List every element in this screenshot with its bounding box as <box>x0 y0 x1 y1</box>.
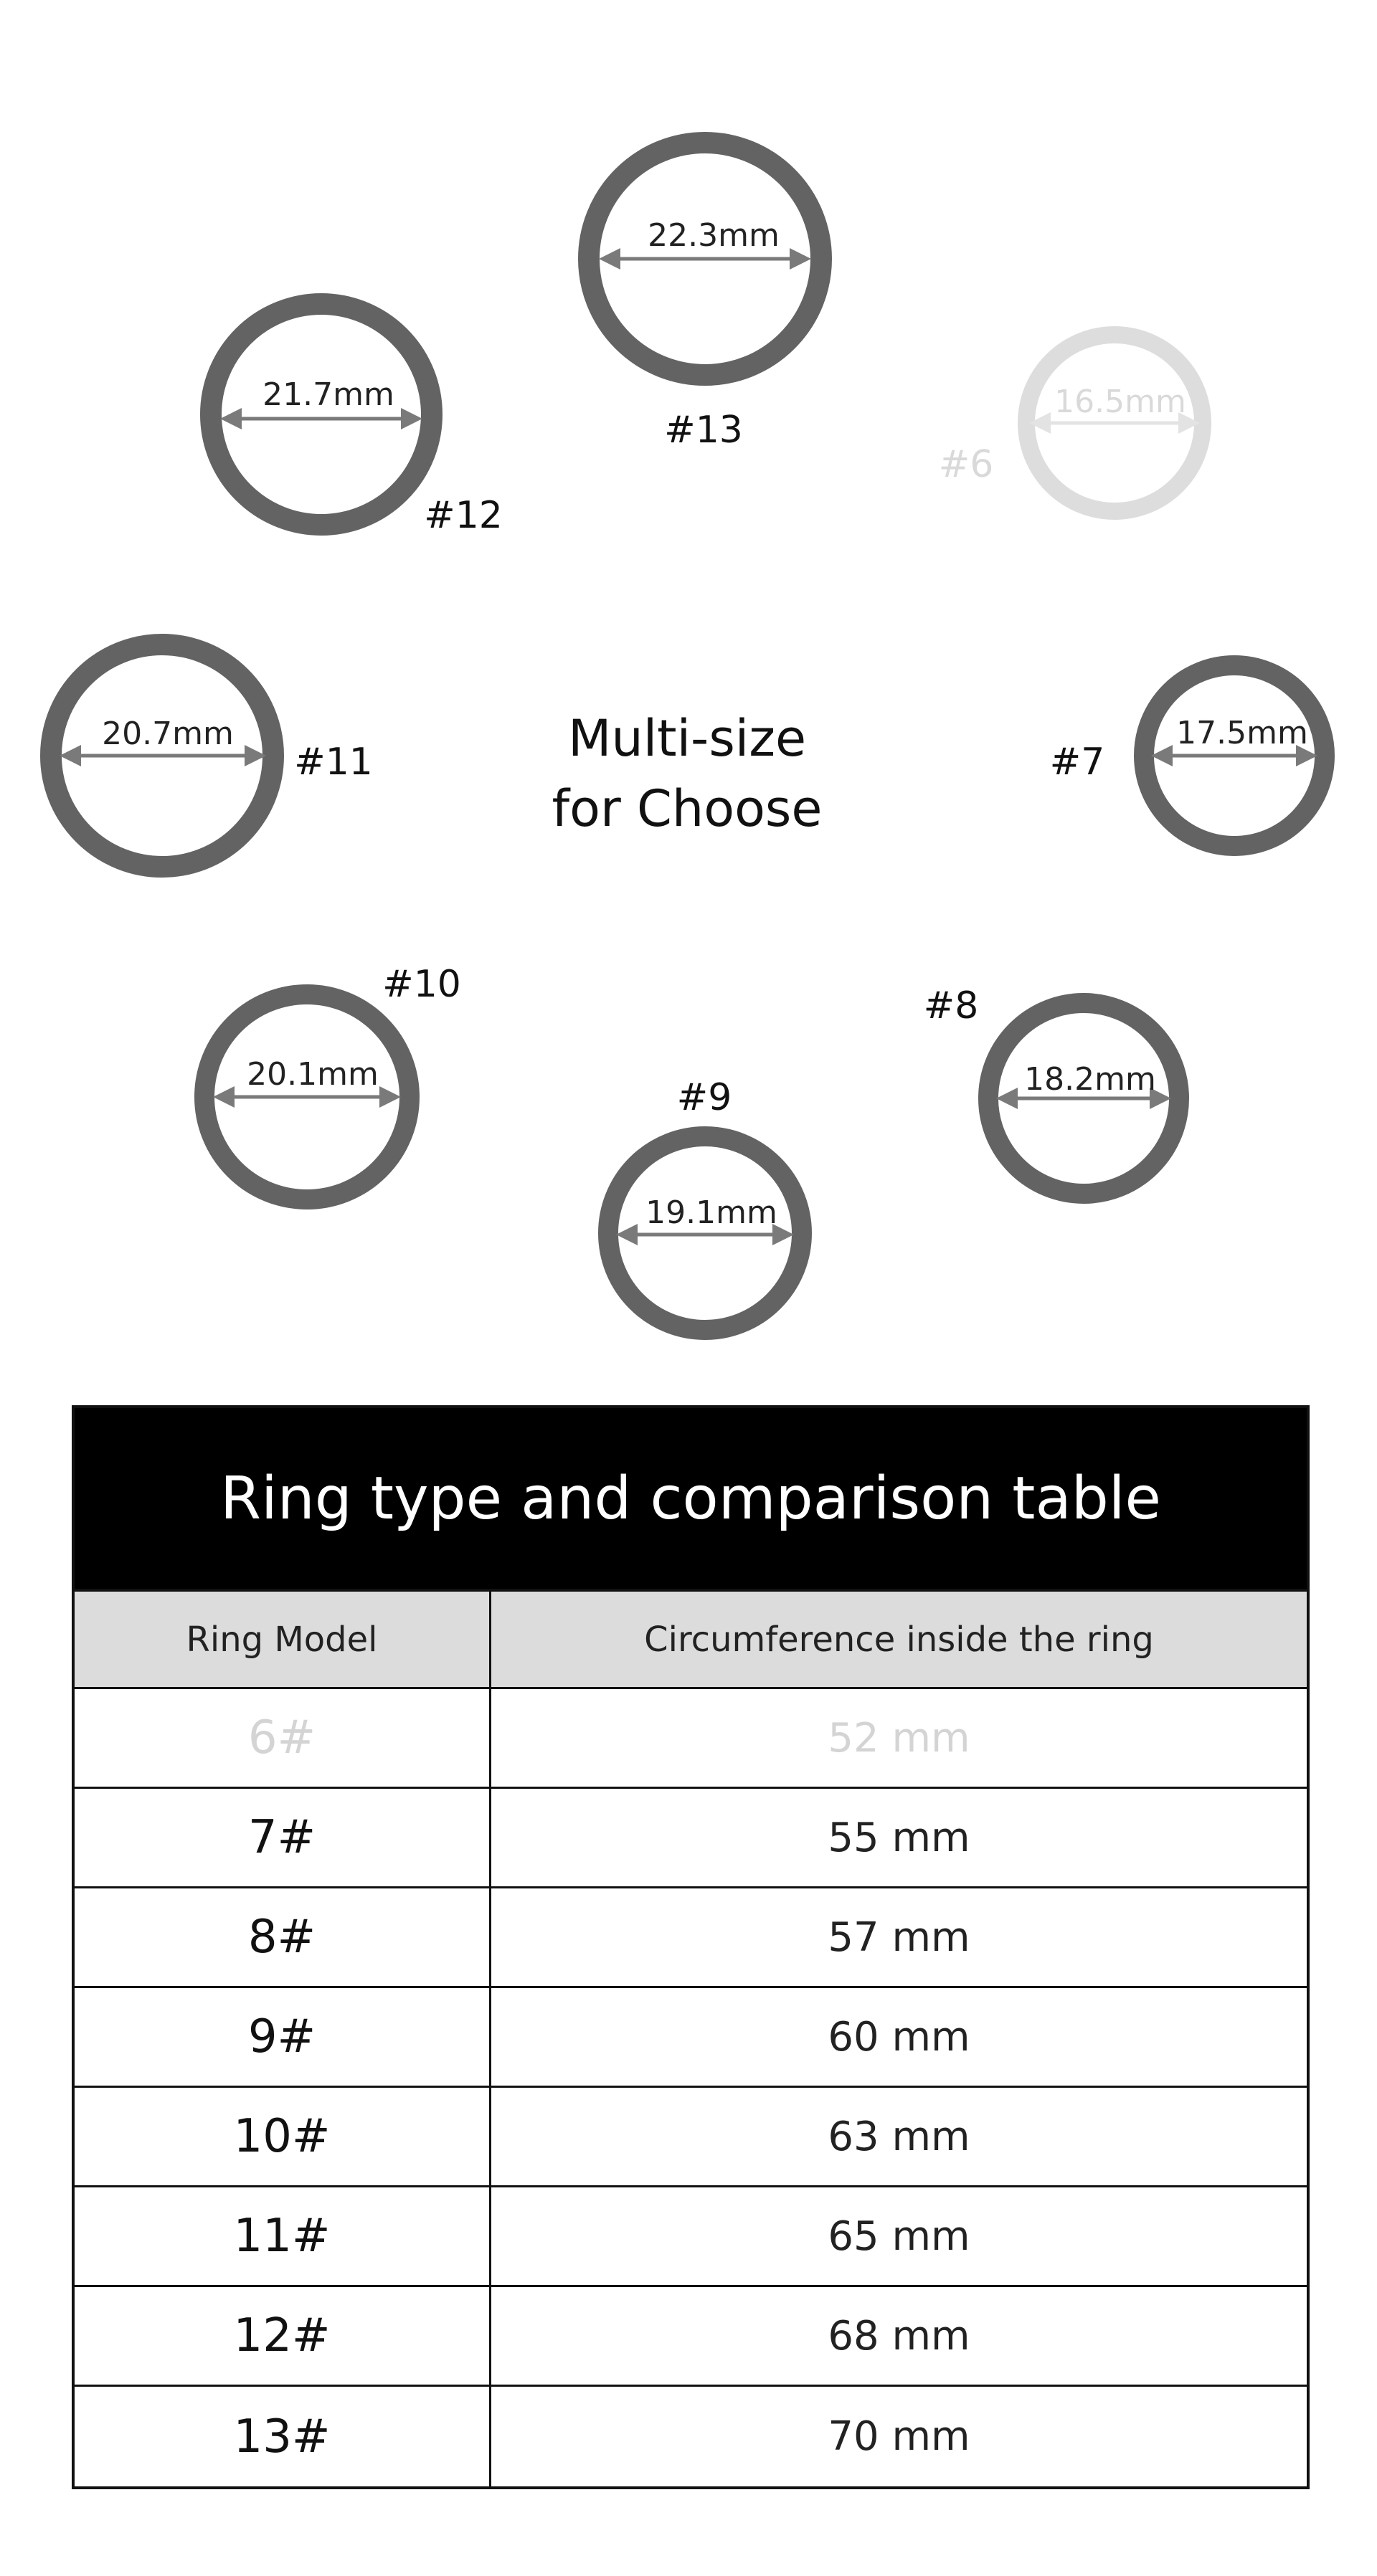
ring-model-cell: 12# <box>75 2287 491 2385</box>
ring-8-diameter-label: 18.2mm <box>1024 1061 1156 1098</box>
ring-9-number: #9 <box>676 1076 732 1119</box>
ring-6-number: #6 <box>938 443 994 486</box>
ring-13-number: #13 <box>664 409 743 452</box>
ring-12-number: #12 <box>424 494 503 537</box>
table-row <box>75 2088 1307 2187</box>
table-row <box>75 1689 1307 1789</box>
table-row <box>75 1789 1307 1888</box>
header-ring-model: Ring Model <box>75 1592 491 1687</box>
center-title-line-2: for Choose <box>552 779 823 838</box>
table-title: Ring type and comparison table <box>75 1408 1307 1592</box>
header-circumference: Circumference inside the ring <box>644 1619 1154 1660</box>
circumference-cell: 55 mm <box>828 1814 970 1861</box>
ring-12-diameter-label: 21.7mm <box>262 376 394 413</box>
circumference-cell: 70 mm <box>828 2413 970 2460</box>
ring-model-cell: 6# <box>75 1689 491 1787</box>
ring-model-cell: 13# <box>75 2387 491 2486</box>
ring-10 <box>204 963 461 1199</box>
ring-12 <box>211 304 503 537</box>
circumference-cell: 65 mm <box>828 2213 970 2260</box>
ring-9 <box>608 1076 802 1330</box>
ring-7-number: #7 <box>1049 741 1105 784</box>
table-row <box>75 1988 1307 2088</box>
ring-7 <box>1050 665 1325 846</box>
ring-9-diameter-label: 19.1mm <box>645 1194 777 1231</box>
ring-11-number: #11 <box>294 741 373 784</box>
ring-model-cell: 9# <box>75 1988 491 2086</box>
circumference-cell: 68 mm <box>828 2312 970 2359</box>
circumference-cell: 60 mm <box>828 2013 970 2061</box>
table-row <box>75 2287 1307 2387</box>
table-row <box>75 1888 1307 1988</box>
ring-10-diameter-label: 20.1mm <box>247 1056 379 1093</box>
ring-model-cell: 8# <box>75 1888 491 1986</box>
ring-7-diameter-label: 17.5mm <box>1176 715 1308 751</box>
ring-8 <box>924 984 1179 1194</box>
ring-size-table <box>72 1405 1310 2489</box>
circumference-cell: 57 mm <box>828 1914 970 1961</box>
center-title-line-1: Multi-size <box>567 709 807 768</box>
ring-model-cell: 7# <box>75 1789 491 1886</box>
ring-8-number: #8 <box>923 984 979 1027</box>
ring-model-cell: 10# <box>75 2088 491 2185</box>
ring-6-diameter-label: 16.5mm <box>1054 384 1186 420</box>
table-row <box>75 2387 1307 2486</box>
ring-13 <box>589 143 821 452</box>
circumference-cell: 52 mm <box>828 1714 970 1762</box>
ring-6 <box>939 335 1203 511</box>
ring-11 <box>51 645 373 867</box>
ring-13-diameter-label: 22.3mm <box>648 217 780 254</box>
circumference-cell: 63 mm <box>828 2113 970 2160</box>
table-row <box>75 2187 1307 2287</box>
ring-12-band <box>211 304 432 525</box>
table-header-row <box>75 1592 1307 1689</box>
ring-11-diameter-label: 20.7mm <box>102 716 234 752</box>
ring-model-cell: 11# <box>75 2187 491 2285</box>
ring-10-number: #10 <box>382 963 461 1006</box>
